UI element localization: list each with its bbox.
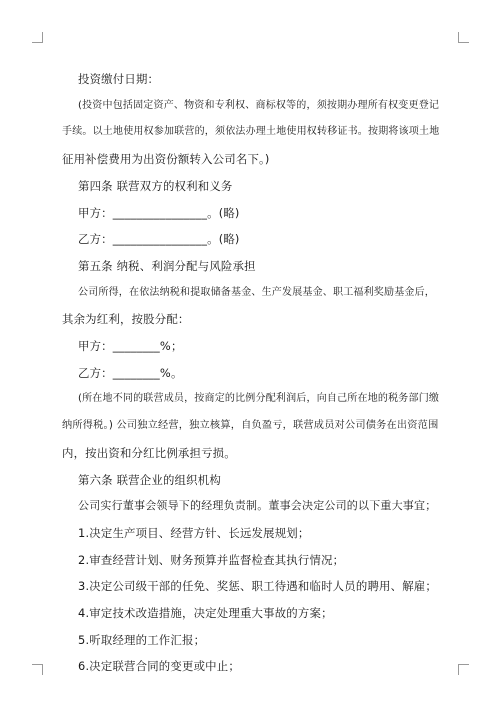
text-line: 纳所得税。) 公司独立经营，独立核算，自负盈亏，联营成员对公司债务在出资范围 [62,420,439,432]
text-line: 公司实行董事会领导下的经理负责制。董事会决定公司的以下重大事宜； [78,499,437,513]
text-line: 乙方：________%。 [78,365,183,380]
section-heading: 第六条 联营企业的组织机构 [78,472,221,487]
crop-mark-bottom-right [458,664,469,675]
section-heading: 第五条 纳税、利润分配与风险承担 [78,258,256,273]
crop-mark-top-left [32,32,43,43]
text-line: 征用补偿费用为出资份额转入公司名下。) [62,152,270,167]
text-line: 手续。以土地使用权参加联营的，须依法办理土地使用权转移证书。按期将该项土地 [62,126,440,138]
crop-mark-bottom-left [32,664,43,675]
section-heading: 第四条 联营双方的权利和义务 [78,178,233,193]
text-line: (所在地不同的联营成员，按商定的比例分配利润后，向自己所在地的税务部门缴 [78,393,440,405]
text-line: 公司所得，在依法纳税和提取储备基金、生产发展基金、职工福利奖励基金后， [78,286,435,298]
text-line: 内，按出资和分红比例承担亏损。 [62,445,236,460]
list-item: 1.决定生产项目、经营方针、长远发展规划； [78,525,310,540]
list-item: 3.决定公司级干部的任免、奖惩、职工待遇和临时人员的聘用、解雇； [78,579,437,594]
list-item: 2.审查经营计划、财务预算并监督检查其执行情况； [78,552,345,567]
list-item: 4.审定技术改造措施，决定处理重大事故的方案； [78,606,333,621]
text-line: 乙方：________________。(略) [78,232,240,247]
list-item: 5.听取经理的工作汇报； [78,632,206,647]
text-line: 其余为红利，按股分配： [62,312,190,327]
text-line: 投资缴付日期： [78,72,160,86]
list-item: 6.决定联营合同的变更或中止； [78,659,240,674]
crop-mark-top-right [458,32,469,43]
text-line: 甲方：________%； [78,339,183,354]
text-line: 甲方：________________。(略) [78,205,240,220]
document-body [62,66,438,680]
text-line: (投资中包括固定资产、物资和专利权、商标权等的，须按期办理所有权变更登记 [78,99,440,111]
